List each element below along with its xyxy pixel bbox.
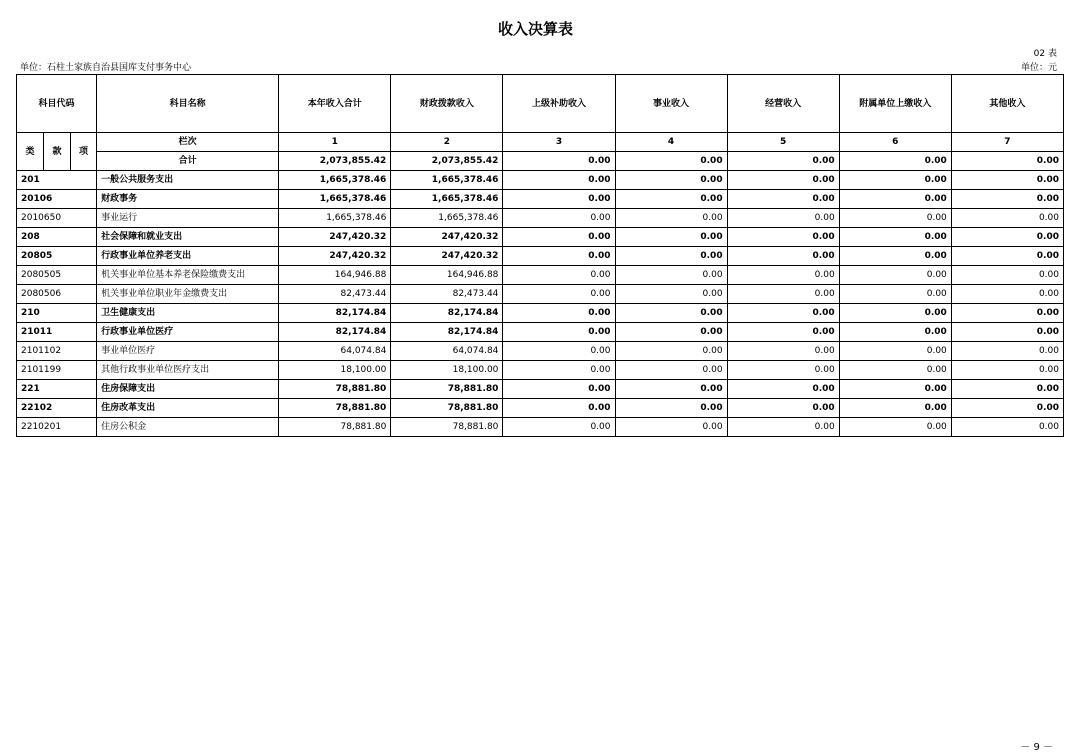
row-value: 78,881.80 [279, 399, 391, 418]
row-value: 0.00 [951, 323, 1063, 342]
header-code: 科目代码 [17, 75, 97, 133]
row-value: 0.00 [839, 342, 951, 361]
total-value: 0.00 [503, 152, 615, 171]
row-value: 0.00 [615, 399, 727, 418]
row-value: 0.00 [503, 418, 615, 437]
table-row [17, 247, 1064, 266]
row-value: 247,420.32 [391, 247, 503, 266]
table-row [17, 304, 1064, 323]
row-value: 0.00 [951, 266, 1063, 285]
header-kuan: 款 [44, 133, 71, 171]
row-code: 208 [17, 228, 97, 247]
row-code: 21011 [17, 323, 97, 342]
row-value: 1,665,378.46 [279, 171, 391, 190]
row-value: 0.00 [727, 361, 839, 380]
row-value: 0.00 [951, 228, 1063, 247]
header-col-4: 事业收入 [615, 75, 727, 133]
total-value: 2,073,855.42 [279, 152, 391, 171]
table-row [17, 209, 1064, 228]
row-value: 0.00 [951, 418, 1063, 437]
row-value: 1,665,378.46 [279, 190, 391, 209]
row-value: 0.00 [503, 342, 615, 361]
row-name: 财政事务 [97, 190, 279, 209]
row-value: 0.00 [727, 171, 839, 190]
row-name: 社会保障和就业支出 [97, 228, 279, 247]
page-title: 收入决算表 [497, 20, 573, 38]
row-value: 1,665,378.46 [391, 190, 503, 209]
row-value: 0.00 [727, 228, 839, 247]
row-value: 0.00 [839, 304, 951, 323]
row-code: 2010650 [17, 209, 97, 228]
row-value: 0.00 [503, 399, 615, 418]
row-value: 0.00 [503, 190, 615, 209]
row-value: 0.00 [951, 380, 1063, 399]
row-value: 78,881.80 [391, 399, 503, 418]
row-value: 0.00 [615, 323, 727, 342]
col-number-3: 3 [503, 133, 615, 152]
row-value: 0.00 [503, 266, 615, 285]
row-value: 0.00 [503, 209, 615, 228]
row-value: 0.00 [503, 304, 615, 323]
row-value: 1,665,378.46 [391, 209, 503, 228]
row-code: 20106 [17, 190, 97, 209]
row-value: 0.00 [951, 285, 1063, 304]
header-lanci: 栏次 [97, 133, 279, 152]
row-value: 82,174.84 [279, 304, 391, 323]
row-value: 0.00 [615, 209, 727, 228]
header-col-7: 其他收入 [951, 75, 1063, 133]
col-number-6: 6 [839, 133, 951, 152]
row-value: 0.00 [727, 209, 839, 228]
total-value: 0.00 [951, 152, 1063, 171]
col-number-7: 7 [951, 133, 1063, 152]
table-row [17, 418, 1064, 437]
row-code: 2101199 [17, 361, 97, 380]
row-name: 住房保障支出 [97, 380, 279, 399]
total-value: 0.00 [615, 152, 727, 171]
page-number: － 9 － [1020, 742, 1053, 753]
row-value: 0.00 [615, 380, 727, 399]
header-col-2: 财政拨款收入 [391, 75, 503, 133]
row-code: 210 [17, 304, 97, 323]
row-value: 82,473.44 [391, 285, 503, 304]
row-name: 事业单位医疗 [97, 342, 279, 361]
row-value: 0.00 [727, 380, 839, 399]
row-value: 0.00 [839, 266, 951, 285]
header-col-5: 经营收入 [727, 75, 839, 133]
row-value: 164,946.88 [391, 266, 503, 285]
row-value: 0.00 [727, 304, 839, 323]
row-code: 20805 [17, 247, 97, 266]
row-name: 行政事业单位医疗 [97, 323, 279, 342]
row-code: 201 [17, 171, 97, 190]
row-value: 0.00 [503, 171, 615, 190]
row-name: 住房改革支出 [97, 399, 279, 418]
row-value: 0.00 [615, 228, 727, 247]
row-value: 0.00 [615, 285, 727, 304]
table-row [17, 285, 1064, 304]
row-name: 住房公积金 [97, 418, 279, 437]
row-value: 0.00 [839, 285, 951, 304]
header-row [17, 75, 1064, 133]
row-value: 0.00 [727, 399, 839, 418]
table-row [17, 380, 1064, 399]
row-value: 0.00 [615, 171, 727, 190]
form-number: 02 表 [1033, 49, 1057, 59]
total-label: 合计 [97, 152, 279, 171]
row-value: 0.00 [727, 190, 839, 209]
header-col-1: 本年收入合计 [279, 75, 391, 133]
row-name: 机关事业单位职业年金缴费支出 [97, 285, 279, 304]
row-code: 22102 [17, 399, 97, 418]
header-col-6: 附属单位上缴收入 [839, 75, 951, 133]
row-value: 0.00 [615, 342, 727, 361]
row-value: 0.00 [727, 418, 839, 437]
row-value: 0.00 [951, 304, 1063, 323]
total-value: 0.00 [727, 152, 839, 171]
row-value: 247,420.32 [279, 247, 391, 266]
row-value: 0.00 [615, 266, 727, 285]
row-value: 0.00 [839, 323, 951, 342]
total-value: 2,073,855.42 [391, 152, 503, 171]
row-value: 164,946.88 [279, 266, 391, 285]
row-value: 0.00 [951, 209, 1063, 228]
row-value: 0.00 [951, 190, 1063, 209]
row-value: 18,100.00 [279, 361, 391, 380]
row-value: 0.00 [839, 228, 951, 247]
row-value: 0.00 [503, 380, 615, 399]
row-name: 其他行政事业单位医疗支出 [97, 361, 279, 380]
table-row [17, 323, 1064, 342]
row-value: 0.00 [615, 304, 727, 323]
row-value: 0.00 [839, 399, 951, 418]
row-value: 0.00 [839, 190, 951, 209]
row-value: 0.00 [615, 247, 727, 266]
row-value: 0.00 [727, 247, 839, 266]
row-value: 78,881.80 [279, 380, 391, 399]
table-row [17, 266, 1064, 285]
row-value: 0.00 [727, 323, 839, 342]
row-value: 0.00 [503, 228, 615, 247]
row-value: 0.00 [615, 418, 727, 437]
row-value: 82,174.84 [279, 323, 391, 342]
row-value: 64,074.84 [279, 342, 391, 361]
table-row [17, 190, 1064, 209]
row-value: 0.00 [839, 171, 951, 190]
row-value: 0.00 [503, 285, 615, 304]
row-value: 0.00 [951, 342, 1063, 361]
row-value: 18,100.00 [391, 361, 503, 380]
row-code: 2101102 [17, 342, 97, 361]
row-code: 2210201 [17, 418, 97, 437]
table-row [17, 361, 1064, 380]
col-number-4: 4 [615, 133, 727, 152]
row-value: 0.00 [727, 342, 839, 361]
row-value: 0.00 [503, 361, 615, 380]
header-xiang: 项 [71, 133, 97, 171]
row-value: 64,074.84 [391, 342, 503, 361]
row-value: 82,174.84 [391, 304, 503, 323]
row-value: 1,665,378.46 [279, 209, 391, 228]
row-value: 0.00 [839, 380, 951, 399]
lanci-row [17, 133, 1064, 152]
row-value: 1,665,378.46 [391, 171, 503, 190]
row-value: 0.00 [951, 399, 1063, 418]
header-lei: 类 [17, 133, 44, 171]
header-col-3: 上级补助收入 [503, 75, 615, 133]
row-value: 0.00 [951, 247, 1063, 266]
row-value: 0.00 [839, 418, 951, 437]
total-row [17, 152, 1064, 171]
row-value: 0.00 [839, 247, 951, 266]
row-value: 0.00 [727, 285, 839, 304]
income-final-accounts-table [16, 74, 1064, 437]
table-row [17, 228, 1064, 247]
row-value: 0.00 [839, 209, 951, 228]
header-name: 科目名称 [97, 75, 279, 133]
row-value: 0.00 [839, 361, 951, 380]
row-value: 82,473.44 [279, 285, 391, 304]
col-number-5: 5 [727, 133, 839, 152]
row-value: 78,881.80 [391, 418, 503, 437]
row-value: 0.00 [503, 323, 615, 342]
row-name: 一般公共服务支出 [97, 171, 279, 190]
col-number-1: 1 [279, 133, 391, 152]
currency-unit: 单位：元 [1020, 63, 1057, 73]
row-value: 0.00 [615, 361, 727, 380]
row-value: 0.00 [951, 361, 1063, 380]
row-code: 2080506 [17, 285, 97, 304]
row-code: 2080505 [17, 266, 97, 285]
row-value: 0.00 [503, 247, 615, 266]
row-value: 0.00 [615, 190, 727, 209]
total-value: 0.00 [839, 152, 951, 171]
table-row [17, 399, 1064, 418]
unit-name: 单位：石柱土家族自治县国库支付事务中心 [20, 63, 192, 73]
row-name: 机关事业单位基本养老保险缴费支出 [97, 266, 279, 285]
row-value: 78,881.80 [391, 380, 503, 399]
row-value: 247,420.32 [279, 228, 391, 247]
row-value: 0.00 [951, 171, 1063, 190]
row-name: 卫生健康支出 [97, 304, 279, 323]
row-name: 行政事业单位养老支出 [97, 247, 279, 266]
row-code: 221 [17, 380, 97, 399]
row-value: 0.00 [727, 266, 839, 285]
table-row [17, 342, 1064, 361]
table-row [17, 171, 1064, 190]
row-value: 78,881.80 [279, 418, 391, 437]
row-value: 82,174.84 [391, 323, 503, 342]
row-name: 事业运行 [97, 209, 279, 228]
col-number-2: 2 [391, 133, 503, 152]
row-value: 247,420.32 [391, 228, 503, 247]
